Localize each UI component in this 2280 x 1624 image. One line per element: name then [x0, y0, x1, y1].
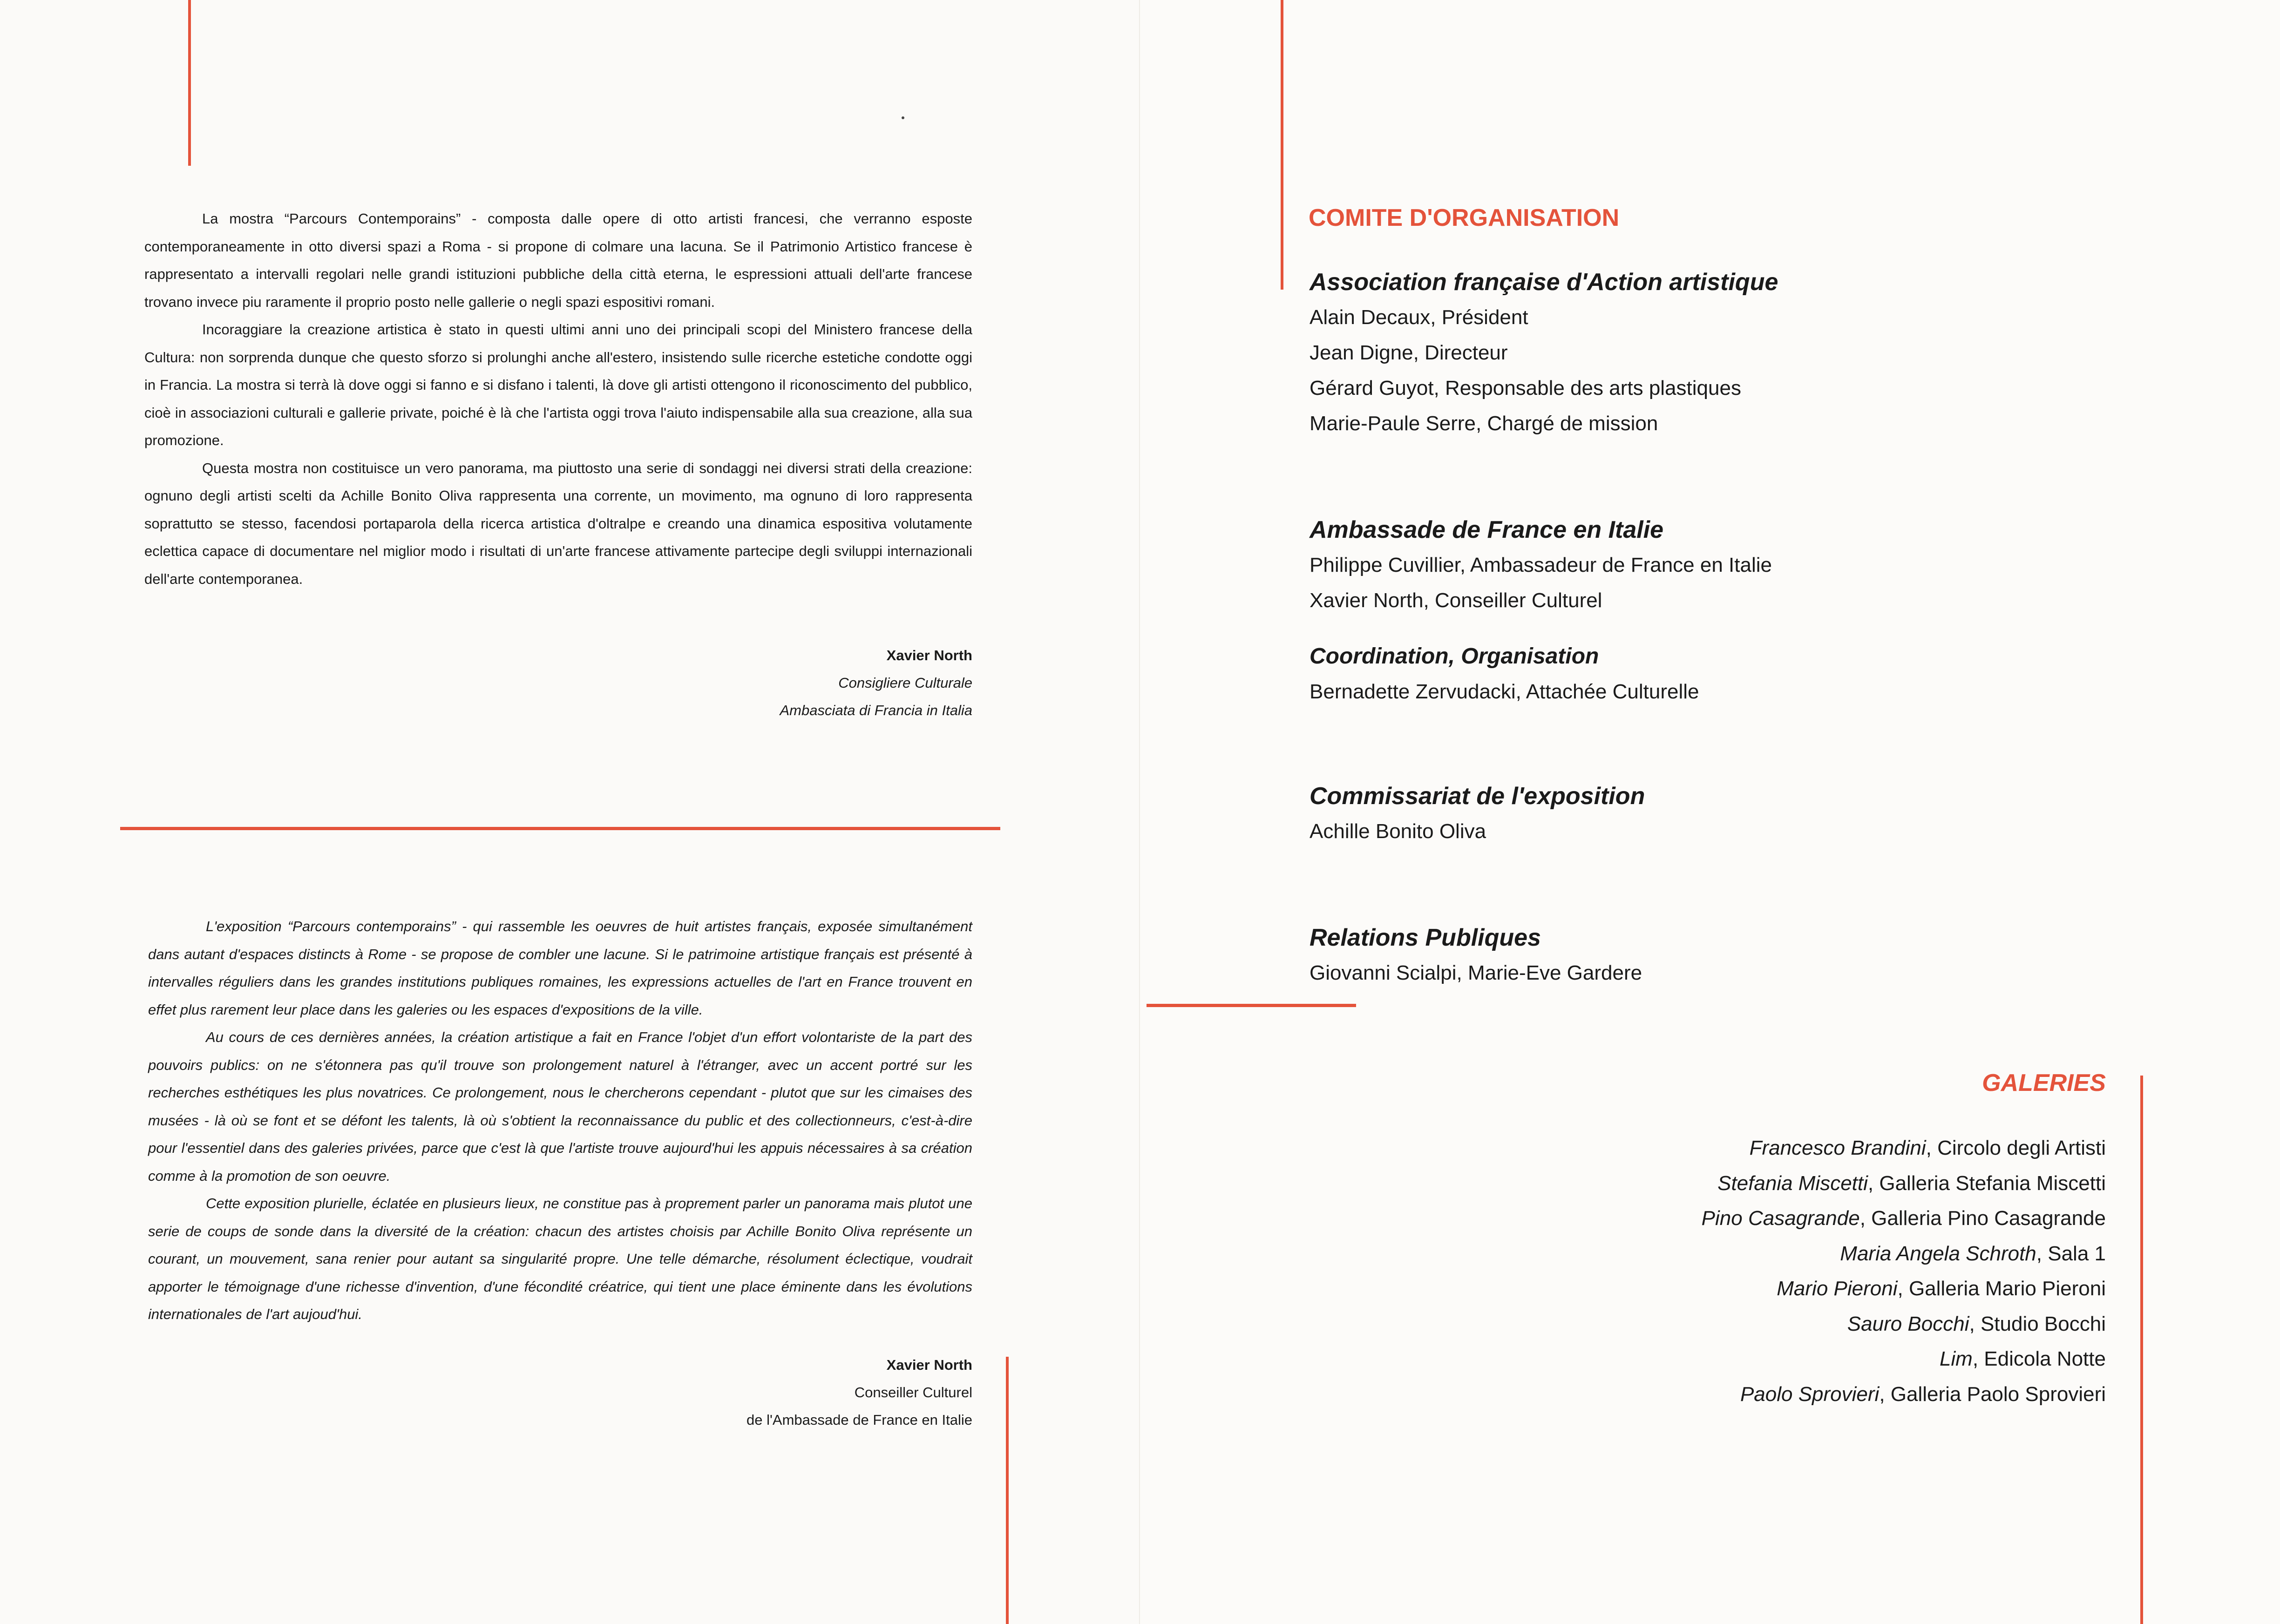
committee-section-title: Coordination, Organisation	[1310, 644, 1599, 669]
bottom-right-red-rule	[1006, 1357, 1009, 1624]
gallery-venue: , Studio Bocchi	[1969, 1312, 2106, 1335]
gallery-artist: Pino Casagrande	[1701, 1207, 1860, 1230]
gallery-item	[1454, 1201, 2106, 1236]
french-paragraph-2: Au cours de ces dernières années, la création artistique a fait en France l'objet d'un effort volontariste de la part des pouvoirs publics: on ne s'étonnera pas qu'il trouve son prolongement naturel à l'étranger, avec un accent portré sur les recherches esthétiques les plus novatrices. Ce prolongement, nous le chercherons cependant - plutot que sur les cimaises des musées - là où se font et se défont les talents, là où s'obtient la reconnaissance du public et des collectionneurs, c'est-à-dire pour l'essentiel dans des galeries privées, parce que c'est là que l'artiste trouve aujourd'hui les appuis nécessaires à sa création comme à la promotion de son oeuvre.	[148, 1029, 972, 1184]
gallery-item	[1454, 1166, 2106, 1201]
gallery-artist: Maria Angela Schroth	[1840, 1242, 2036, 1265]
gallery-artist: Paolo Sprovieri	[1740, 1382, 1880, 1406]
galleries-red-rule	[2140, 1076, 2143, 1624]
committee-member: Jean Digne, Directeur	[1310, 341, 1508, 364]
gallery-item	[1454, 1341, 2106, 1377]
committee-heading: COMITE D'ORGANISATION	[1309, 204, 1620, 231]
italian-text-block	[144, 205, 972, 593]
gallery-artist: Sauro Bocchi	[1847, 1312, 1969, 1335]
french-signature-institution: de l'Ambassade de France en Italie	[746, 1412, 972, 1428]
committee-end-red-rule	[1147, 1004, 1356, 1007]
committee-member: Alain Decaux, Président	[1310, 306, 1528, 329]
gallery-item	[1454, 1271, 2106, 1306]
gallery-venue: , Galleria Pino Casagrande	[1859, 1207, 2106, 1230]
gallery-item	[1454, 1306, 2106, 1342]
french-text-block	[148, 913, 972, 1328]
committee-member: Achille Bonito Oliva	[1310, 820, 1486, 843]
committee-member: Bernadette Zervudacki, Attachée Culturelle	[1310, 680, 1699, 703]
committee-section-embassy	[1310, 512, 1772, 618]
gallery-item	[1454, 1130, 2106, 1166]
italian-paragraph-3: Questa mostra non costituisce un vero panorama, ma piuttosto una serie di sondaggi nei diversi strati della creazione: ognuno degli artisti scelti da Achille Bonito Oliva rappresenta una corrente, un movimento, ma ognuno di loro rappresenta soprattutto se stesso, facendosi portaparola della ricerca artistica d'oltralpe e creando una dinamica espositiva volutamente eclettica capace di documentare nel miglior modo i risultati di un'arte francese attivamente partecipe degli sviluppi internazionali dell'arte contemporanea.	[144, 460, 972, 587]
galleries-heading: GALERIES	[1982, 1069, 2106, 1096]
french-signature	[746, 1351, 972, 1434]
gallery-artist: Mario Pieroni	[1777, 1277, 1898, 1300]
committee-section-commissariat	[1310, 778, 1645, 849]
french-signature-role: Conseiller Culturel	[854, 1384, 972, 1401]
committee-section-public-relations	[1310, 920, 1642, 991]
gallery-venue: , Circolo degli Artisti	[1926, 1137, 2106, 1159]
committee-section-coordination	[1310, 639, 1699, 710]
gallery-venue: , Galleria Mario Pieroni	[1897, 1277, 2106, 1300]
committee-section-title: Association française d'Action artistique	[1310, 269, 1778, 296]
committee-member: Marie-Paule Serre, Chargé de mission	[1310, 412, 1658, 435]
italian-signature	[780, 642, 972, 724]
committee-member: Giovanni Scialpi, Marie-Eve Gardere	[1310, 961, 1642, 984]
top-left-red-rule	[188, 0, 191, 166]
committee-section-association	[1310, 264, 1778, 441]
gallery-item	[1454, 1377, 2106, 1412]
italian-signature-institution: Ambasciata di Francia in Italia	[780, 702, 972, 718]
italian-signature-role: Consigliere Culturale	[838, 675, 972, 691]
galleries-list	[1454, 1130, 2106, 1412]
committee-member: Philippe Cuvillier, Ambassadeur de France en Italie	[1310, 554, 1772, 576]
center-red-divider	[120, 827, 1000, 830]
gallery-artist: Stefania Miscetti	[1717, 1171, 1868, 1195]
gallery-venue: , Galleria Stefania Miscetti	[1867, 1171, 2106, 1195]
committee-member: Xavier North, Conseiller Culturel	[1310, 589, 1602, 612]
committee-section-title: Relations Publiques	[1310, 924, 1541, 951]
italian-signature-name: Xavier North	[886, 647, 972, 663]
gallery-artist: Lim	[1939, 1347, 1973, 1370]
committee-section-title: Commissariat de l'exposition	[1310, 783, 1645, 810]
gallery-venue: , Edicola Notte	[1972, 1347, 2106, 1370]
gallery-venue: , Galleria Paolo Sprovieri	[1879, 1382, 2106, 1406]
french-paragraph-1: L'exposition “Parcours contemporains” - qui rassemble les oeuvres de huit artistes français, exposée simultanément dans autant d'espaces distincts à Rome - se propose de combler une lacune. Si le patrimoine artistique français est présenté à intervalles réguliers dans les grandes institutions publiques romaines, les expressions actuelles de l'art en France trouvent en effet plus rarement leur place dans les galeries ou les espaces d'expositions de la ville.	[148, 918, 972, 1018]
gallery-artist: Francesco Brandini	[1749, 1137, 1926, 1159]
gallery-venue: , Sala 1	[2036, 1242, 2106, 1265]
committee-section-title: Ambassade de France en Italie	[1310, 516, 1664, 543]
gallery-item	[1454, 1236, 2106, 1272]
committee-member: Gérard Guyot, Responsable des arts plastiques	[1310, 377, 1741, 399]
french-signature-name: Xavier North	[886, 1357, 972, 1373]
dust-speck	[902, 116, 904, 119]
french-paragraph-3: Cette exposition plurielle, éclatée en plusieurs lieux, ne constitue pas à proprement parler un panorama mais plutot une serie de coups de sonde dans la diversité de la création: chacun des artistes choisis par Achille Bonito Oliva représente un courant, un mouvement, sana renier pour autant sa singularité propre. Une telle démarche, résolument éclectique, voudrait apporter le témoignage d'une richesse d'invention, d'une fécondité créatrice, qui tient une place éminente dans les évolutions internationales de l'art aujoud'hui.	[148, 1195, 972, 1322]
italian-paragraph-2: Incoraggiare la creazione artistica è stato in questi ultimi anni uno dei principali scopi del Ministero francese della Cultura: non sorprenda dunque che questo sforzo si prolunghi anche all'estero, insistendo sulle ricerche estetiche condotte oggi in Francia. La mostra si terrà là dove oggi si fanno e si disfano i talenti, là dove gli artisti ottengono il riconoscimento del pubblico, cioè in associazioni culturali e gallerie private, poiché è là che l'artista oggi trova l'aiuto indispensabile alla sua creazione, alla sua promozione.	[144, 321, 972, 448]
committee-red-rule	[1281, 0, 1283, 290]
italian-paragraph-1: La mostra “Parcours Contemporains” - composta dalle opere di otto artisti francesi, che verranno esposte contemporaneamente in otto diversi spazi a Roma - si propone di colmare una lacuna. Se il Patrimonio Artistico francese è rappresentato a intervalli regolari nelle grandi istituzioni pubbliche della città eterna, le espressioni attuali dell'arte francese trovano invece piu raramente il proprio posto nelle gallerie o negli spazi espositivi romani.	[144, 210, 972, 310]
